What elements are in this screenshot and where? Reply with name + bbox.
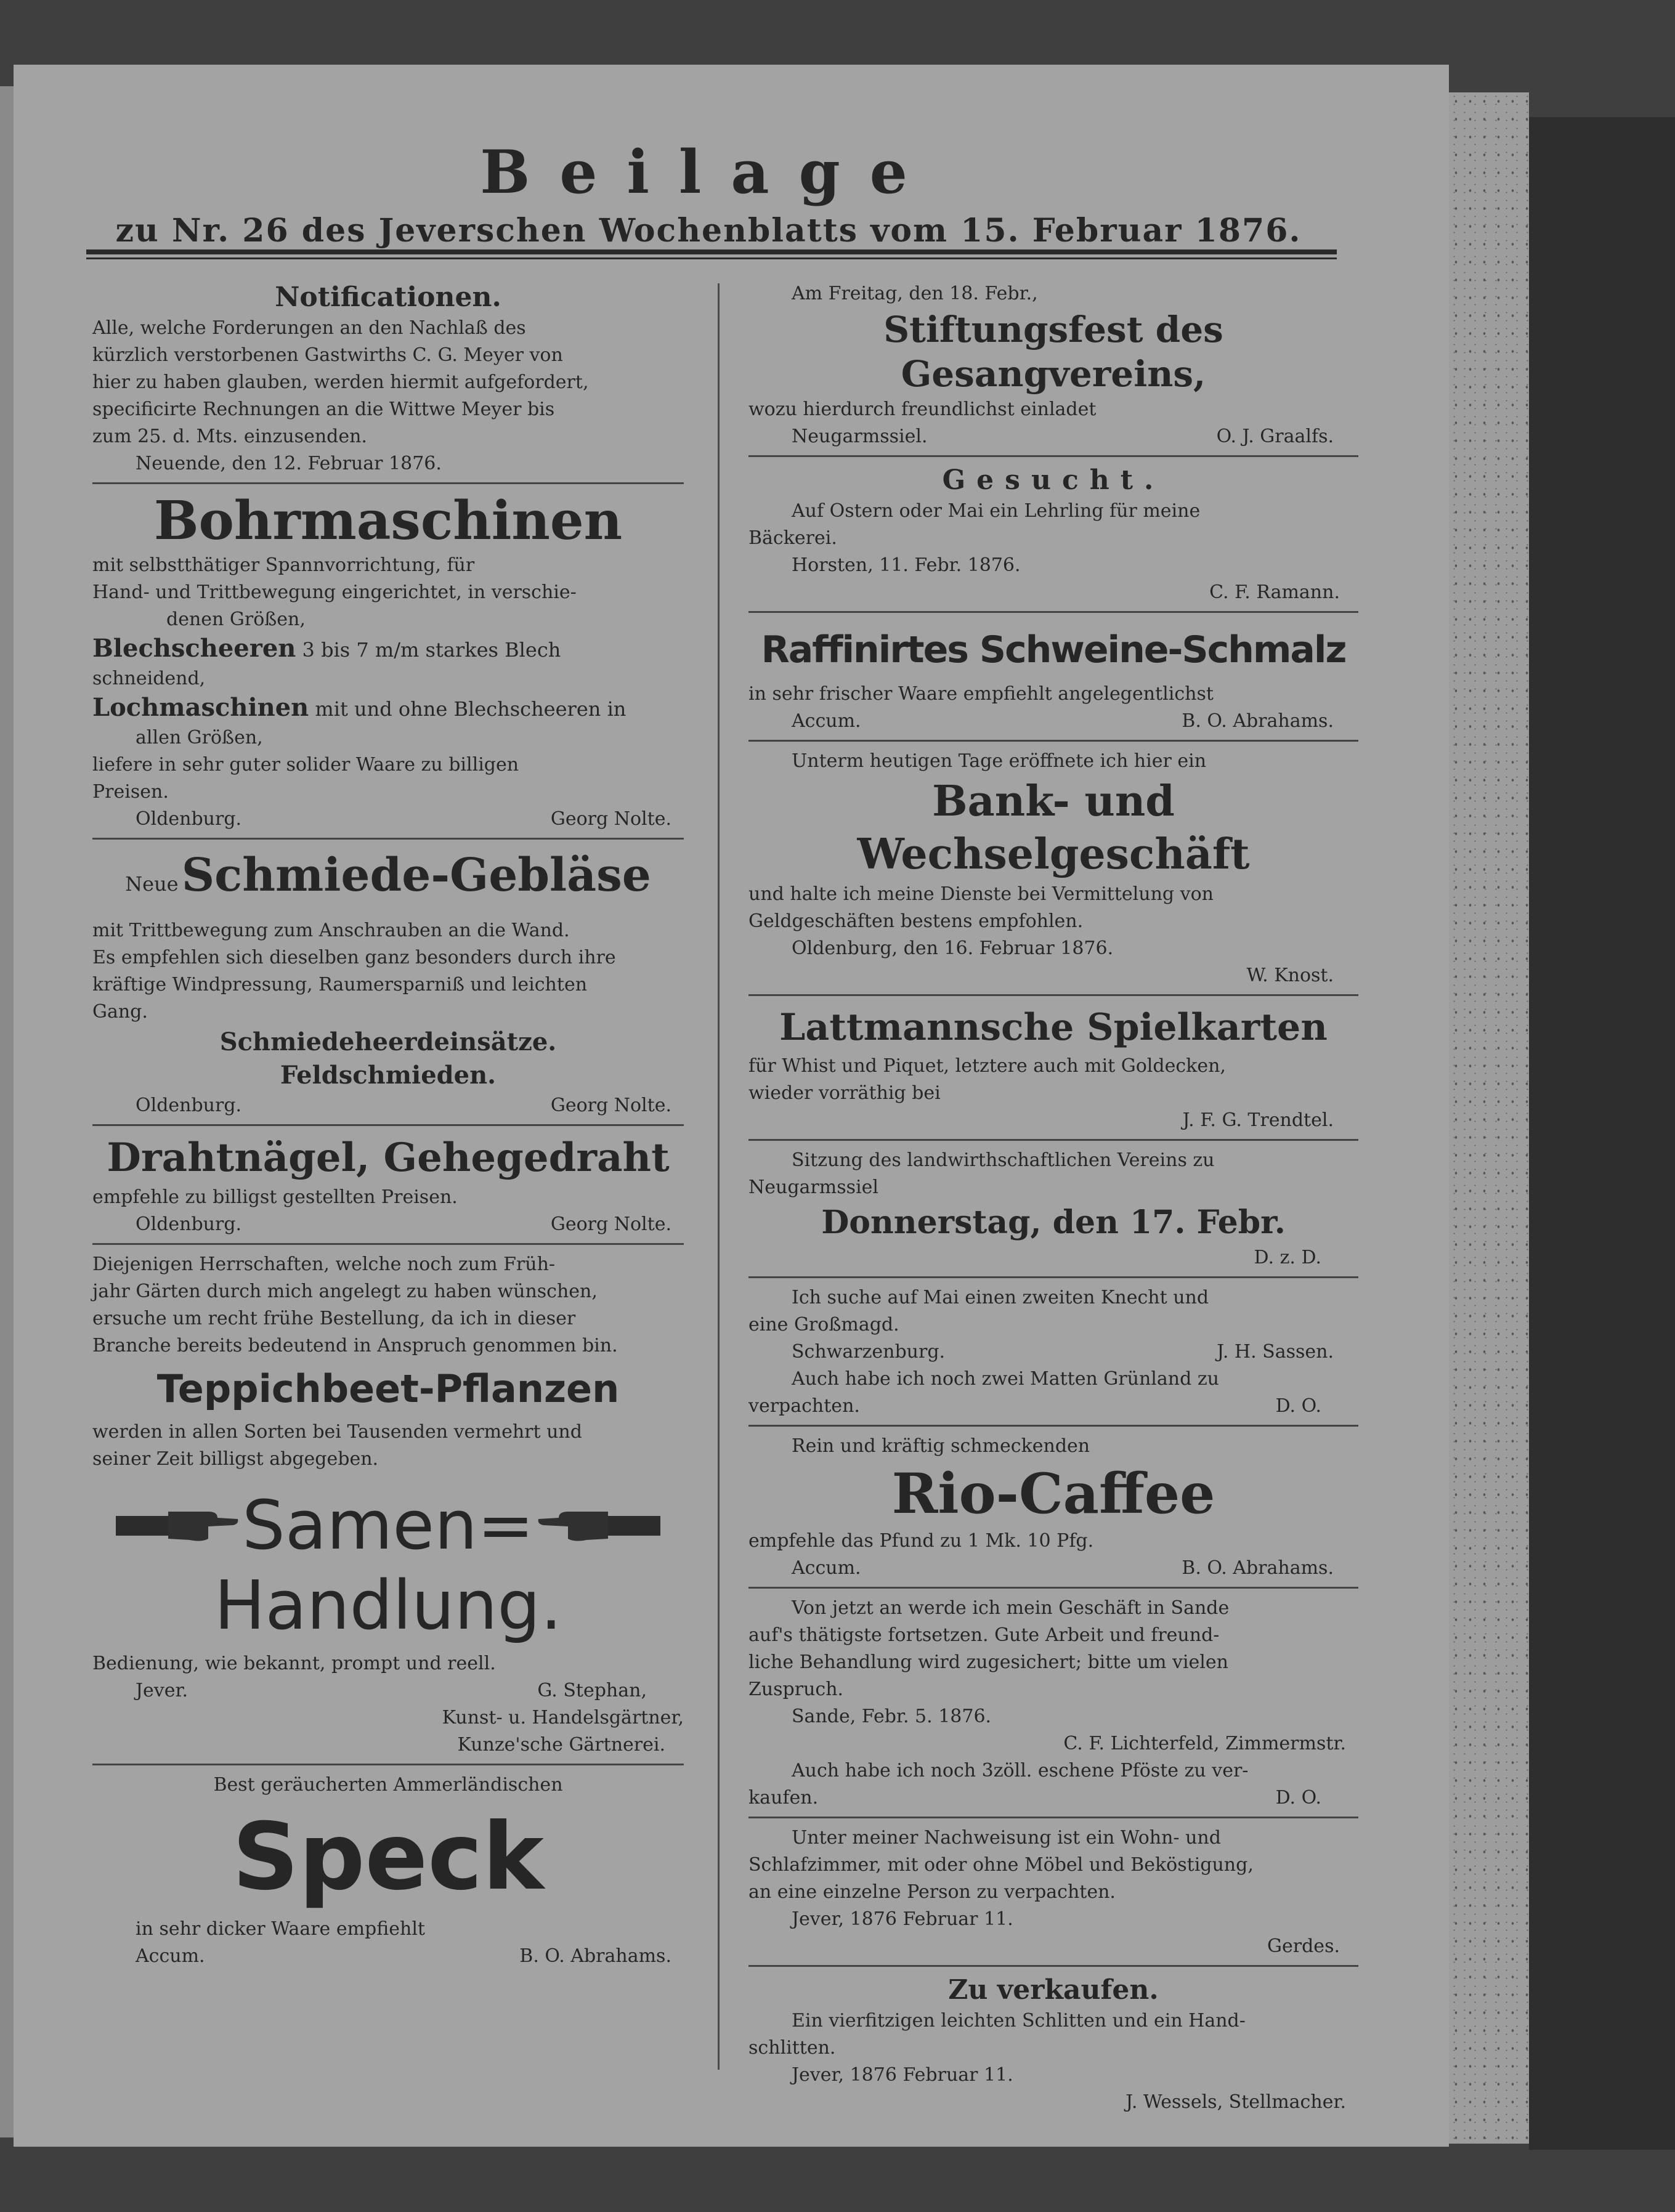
ad-city: Jever. xyxy=(136,1680,189,1701)
ad-separator xyxy=(92,1243,684,1245)
ad-separator xyxy=(748,740,1358,742)
ad-city: Accum. xyxy=(792,710,861,732)
ad-text-line: liefere in sehr guter solider Waare zu billigen xyxy=(92,754,519,776)
ad-schweine-schmalz xyxy=(748,619,1358,735)
ad-signature: J. H. Sassen. xyxy=(1217,1341,1334,1363)
ad-text-line: Diejenigen Herrschaften, welche noch zum Früh- xyxy=(92,1254,556,1275)
ad-signature: D. z. D. xyxy=(1254,1247,1321,1268)
ad-city: Accum. xyxy=(792,1557,861,1579)
masthead-title: Beilage xyxy=(480,137,937,207)
ad-text-line: allen Größen, xyxy=(136,727,263,748)
masthead xyxy=(86,137,1331,253)
ad-text-line: seiner Zeit billigst abgegeben. xyxy=(92,1448,379,1470)
ad-heading: Schmiede-Gebläse xyxy=(181,849,651,902)
ad-text-line: auf's thätigste fortsetzen. Gute Arbeit und freund- xyxy=(748,1624,1220,1646)
ad-notificationen xyxy=(92,280,684,477)
ad-text-line: Rein und kräftig schmeckenden xyxy=(792,1435,1090,1457)
ad-text-line: Sitzung des landwirthschaftlichen Vereins zu xyxy=(792,1149,1215,1171)
ad-prefix: Neue xyxy=(125,872,179,896)
ad-heading: Notificationen. xyxy=(275,282,501,313)
ad-place-date: Jever, 1876 Februar 11. xyxy=(792,1908,1013,1930)
ad-signature: Georg Nolte. xyxy=(550,1213,671,1235)
ad-heading: Stiftungsfest des Gesangvereins, xyxy=(883,309,1223,395)
ad-city: Oldenburg. xyxy=(136,1095,242,1116)
ad-heading: Rio-Caffee xyxy=(891,1461,1215,1526)
ad-heading: Donnerstag, den 17. Febr. xyxy=(821,1204,1286,1241)
ad-separator xyxy=(92,1764,684,1765)
ad-text: verpachten. xyxy=(748,1395,860,1417)
ad-spielkarten xyxy=(748,1002,1358,1134)
ad-signature: B. O. Abrahams. xyxy=(1182,710,1334,732)
ad-heading: Speck xyxy=(232,1804,544,1911)
ad-text-line: specificirte Rechnungen an die Wittwe Meyer bis xyxy=(92,399,555,420)
ad-separator xyxy=(748,1817,1358,1818)
ad-heading: Zu verkaufen. xyxy=(948,1974,1159,2006)
column-divider xyxy=(718,283,720,2070)
ad-text-line: Ich suche auf Mai einen zweiten Knecht und xyxy=(792,1287,1209,1308)
ad-text-line: Geldgeschäften bestens empfohlen. xyxy=(748,910,1084,932)
ad-signature: G. Stephan, xyxy=(537,1680,647,1701)
ad-separator xyxy=(748,455,1358,457)
ad-bohrmaschinen xyxy=(92,490,684,833)
masthead-subtitle: zu Nr. 26 des Jeverschen Wochenblatts vom 15. Februar 1876. xyxy=(115,212,1302,249)
ad-text-line: Branche bereits bedeutend in Anspruch genommen bin. xyxy=(92,1335,618,1356)
ad-knecht-gesucht xyxy=(748,1284,1358,1420)
ad-heading: Drahtnägel, Gehegedraht xyxy=(107,1135,670,1181)
ad-text-line: Kunze'sche Gärtnerei. xyxy=(457,1734,665,1756)
ad-city: Oldenburg. xyxy=(136,1213,242,1235)
masthead-rule-thin xyxy=(86,257,1337,259)
ad-separator xyxy=(748,994,1358,996)
ad-text: kaufen. xyxy=(748,1787,819,1809)
ad-heading: Bank- und Wechselgeschäft xyxy=(857,777,1250,879)
ad-signature: D. O. xyxy=(1275,1395,1321,1417)
ad-subheading: Feldschmieden. xyxy=(280,1061,497,1090)
pointing-hand-left-icon xyxy=(537,1501,660,1550)
ad-signature: Georg Nolte. xyxy=(550,808,671,830)
ad-speck xyxy=(92,1772,684,1970)
ad-big-heading: Samen= xyxy=(242,1486,534,1565)
ad-separator xyxy=(748,1965,1358,1967)
ad-landw-verein xyxy=(748,1147,1358,1271)
ad-separator xyxy=(92,482,684,484)
ad-text-line: an eine einzelne Person zu verpachten. xyxy=(748,1881,1116,1903)
ad-text-line: Auch habe ich noch 3zöll. eschene Pföste zu ver- xyxy=(792,1760,1249,1781)
ad-text-line: mit Trittbewegung zum Anschrauben an die Wand. xyxy=(92,920,570,941)
ad-place-date: Neuende, den 12. Februar 1876. xyxy=(136,453,442,474)
left-column xyxy=(92,280,684,2085)
book-binding xyxy=(1449,92,1529,2144)
ad-zu-verkaufen xyxy=(748,1973,1358,2116)
ad-text-line: schlitten. xyxy=(748,2037,836,2059)
ad-separator xyxy=(92,838,684,840)
ad-separator xyxy=(748,1587,1358,1589)
ad-text-line: ersuche um recht frühe Bestellung, da ich in dieser xyxy=(92,1308,576,1329)
ad-text-line: mit selbstthätiger Spannvorrichtung, für xyxy=(92,554,475,576)
ad-zimmermeister xyxy=(748,1595,1358,1812)
ad-signature: J. F. G. Trendtel. xyxy=(1182,1109,1334,1131)
ad-city: Schwarzenburg. xyxy=(792,1341,946,1363)
ad-text-line: schneidend, xyxy=(92,668,206,689)
ad-text-line: Alle, welche Forderungen an den Nachlaß des xyxy=(92,317,526,339)
ad-drahtnaegel xyxy=(92,1132,684,1238)
pointing-hand-right-icon xyxy=(116,1501,239,1550)
ad-text-line: Am Freitag, den 18. Febr., xyxy=(792,283,1038,304)
ad-signature: J. Wessels, Stellmacher. xyxy=(1125,2091,1346,2113)
ad-text-line: für Whist und Piquet, letztere auch mit Goldecken, xyxy=(748,1055,1226,1077)
ad-text: mit und ohne Blechscheeren in xyxy=(315,697,627,721)
ad-text-line: werden in allen Sorten bei Tausenden vermehrt und xyxy=(92,1421,582,1443)
ad-signature: O. J. Graalfs. xyxy=(1216,426,1334,447)
ad-text-line: in sehr frischer Waare empfiehlt angelegentlichst xyxy=(748,683,1214,705)
ad-city: Oldenburg. xyxy=(136,808,242,830)
ad-product: Lochmaschinen xyxy=(92,693,309,722)
ad-text-line: Bäckerei. xyxy=(748,527,837,549)
ad-text-line: Auf Ostern oder Mai ein Lehrling für meine xyxy=(792,500,1201,522)
ad-gesucht xyxy=(748,463,1358,606)
ad-text-line: wieder vorräthig bei xyxy=(748,1082,941,1104)
ad-text-line: Auch habe ich noch zwei Matten Grünland zu xyxy=(792,1368,1219,1390)
ad-text-line: empfehle das Pfund zu 1 Mk. 10 Pfg. xyxy=(748,1530,1094,1552)
ad-rio-caffee xyxy=(748,1433,1358,1582)
ad-text-line: jahr Gärten durch mich angelegt zu haben wünschen, xyxy=(92,1281,598,1302)
ad-bankgeschaeft xyxy=(748,748,1358,989)
ad-place-date: Oldenburg, den 16. Februar 1876. xyxy=(792,938,1114,959)
ad-gaertnerei-stephan xyxy=(92,1251,684,1759)
ad-product: Blechscheeren xyxy=(92,634,296,663)
ad-text-line: und halte ich meine Dienste bei Vermittelung von xyxy=(748,883,1214,905)
ad-signature: W. Knost. xyxy=(1246,965,1334,986)
ad-text-line: Ein vierfitzigen leichten Schlitten und ein Hand- xyxy=(792,2010,1246,2032)
ad-schmiede-geblaese xyxy=(92,846,684,1119)
ad-big-heading: Handlung. xyxy=(214,1566,562,1645)
ad-text-line: Best geräucherten Ammerländischen xyxy=(213,1774,563,1796)
ad-place-date: Sande, Febr. 5. 1876. xyxy=(792,1706,992,1727)
ad-separator xyxy=(748,1276,1358,1278)
ad-heading: Gesucht. xyxy=(942,464,1165,496)
ad-text-line: in sehr dicker Waare empfiehlt xyxy=(136,1918,425,1940)
ad-city: Neugarmssiel. xyxy=(792,426,928,447)
ad-text-line: Gang. xyxy=(92,1001,148,1023)
ad-text-line: zum 25. d. Mts. einzusenden. xyxy=(92,426,367,447)
masthead-rule xyxy=(86,249,1337,254)
ad-text-line: Von jetzt an werde ich mein Geschäft in Sande xyxy=(792,1597,1230,1619)
ad-separator xyxy=(748,1139,1358,1141)
ad-text-line: Unterm heutigen Tage eröffnete ich hier ein xyxy=(792,750,1207,772)
ad-text-line: kürzlich verstorbenen Gastwirths C. G. Meyer von xyxy=(92,344,563,366)
ad-separator xyxy=(92,1124,684,1126)
left-page-strip xyxy=(0,86,14,2137)
ad-text-line: empfehle zu billigst gestellten Preisen. xyxy=(92,1186,458,1208)
ad-text-line: Es empfehlen sich dieselben ganz besonders durch ihre xyxy=(92,947,616,968)
ad-signature: C. F. Lichterfeld, Zimmermstr. xyxy=(1063,1733,1346,1754)
dark-edge xyxy=(1529,117,1675,2150)
ad-text-line: Bedienung, wie bekannt, prompt und reell. xyxy=(92,1653,496,1674)
ad-city: Accum. xyxy=(136,1945,205,1967)
ad-place-date: Horsten, 11. Febr. 1876. xyxy=(792,554,1021,576)
ad-separator xyxy=(748,1425,1358,1427)
ad-text-line: liche Behandlung wird zugesichert; bitte um vielen xyxy=(748,1651,1228,1673)
ad-signature: B. O. Abrahams. xyxy=(1182,1557,1334,1579)
ad-signature: Gerdes. xyxy=(1267,1935,1340,1957)
ad-heading: Lattmannsche Spielkarten xyxy=(779,1006,1328,1049)
ad-heading: Bohrmaschinen xyxy=(153,490,623,552)
ad-text-line: wozu hierdurch freundlichst einladet xyxy=(748,399,1097,420)
ad-text-line: eine Großmagd. xyxy=(748,1314,899,1335)
ad-heading: Teppichbeet-Pflanzen xyxy=(156,1366,620,1411)
ad-signature: B. O. Abrahams. xyxy=(519,1945,671,1967)
ad-text: 3 bis 7 m/m starkes Blech xyxy=(302,638,561,662)
ad-stiftungsfest xyxy=(748,280,1358,450)
ad-text-line: kräftige Windpressung, Raumersparniß und leichten xyxy=(92,974,588,995)
ad-place-date: Jever, 1876 Februar 11. xyxy=(792,2064,1013,2086)
ad-text-line: Neugarmssiel xyxy=(748,1177,878,1198)
ad-text-line: Preisen. xyxy=(92,781,169,803)
ad-heading: Raffinirtes Schweine-Schmalz xyxy=(761,628,1346,671)
ad-signature: C. F. Ramann. xyxy=(1209,581,1340,603)
ad-text-line: Unter meiner Nachweisung ist ein Wohn- und xyxy=(792,1827,1221,1849)
ad-text-line: denen Größen, xyxy=(166,609,306,630)
ad-text-line: Kunst- u. Handelsgärtner, xyxy=(442,1707,684,1728)
ad-separator xyxy=(748,611,1358,613)
ad-signature: D. O. xyxy=(1275,1787,1321,1809)
ad-wohnzimmer xyxy=(748,1825,1358,1960)
ad-text-line: hier zu haben glauben, werden hiermit aufgefordert, xyxy=(92,371,589,393)
ad-signature: Georg Nolte. xyxy=(550,1095,671,1116)
right-column xyxy=(748,280,1358,2113)
ad-text-line: Schlafzimmer, mit oder ohne Möbel und Beköstigung, xyxy=(748,1854,1254,1876)
ad-text-line: Hand- und Trittbewegung eingerichtet, in verschie- xyxy=(92,581,577,603)
ad-subheading: Schmiedeheerdeinsätze. xyxy=(219,1027,557,1056)
ad-text-line: Zuspruch. xyxy=(748,1679,844,1700)
